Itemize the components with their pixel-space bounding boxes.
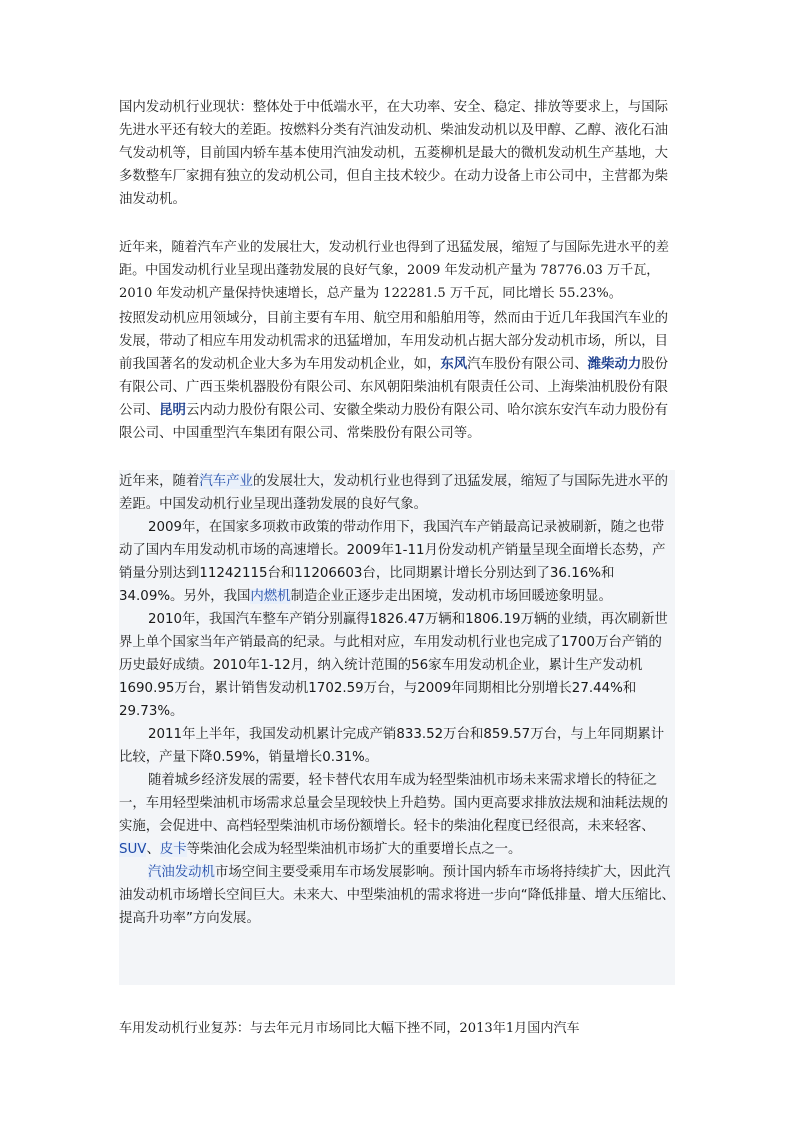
link-auto-industry[interactable]: 汽车产业 bbox=[199, 474, 253, 489]
paragraph-growth-overview bbox=[119, 236, 675, 305]
paragraph-text: 国内发动机行业现状：整体处于中低端水平，在大功率、安全、稳定、排放等要求上，与国际先进水平还有较大的差距。按燃料分类有汽油发动机、柴油发动机以及甲醇、乙醇、液化石油气发动机等，目前国内轿车基本使用汽油发动机，五菱柳机是最大的微机发动机生产基地，大多数整车厂家拥有独立的发动机公司，但自主技术较少。在动力设备上市公司中，主营都为柴油发动机。 bbox=[119, 100, 669, 207]
paragraph-application-fields bbox=[119, 307, 675, 445]
text-run: 按照发动机应用领域分，目前主要有车用、航空用和船舶用等，然而由于近几年我国汽车业的发展，带动了相应车用发动机需求的迅猛增加，车用发动机占据大部分发动机市场，所以，目前我国著名的发动机企业大多为车用发动机企业，如， bbox=[119, 311, 669, 372]
paragraph-light-diesel bbox=[119, 769, 675, 861]
text-run: 股份有限公司、广西玉柴机器股份有限公司、东风朝阳柴油机有限责任公司、上海柴油机股份有限公司、 bbox=[119, 357, 669, 418]
text-run: 市场空间主要受乘用车市场发展影响。预计国内轿车市场将持续扩大，因此汽油发动机市场增长空间巨大。未来大、中型柴油机的需求将进一步向“降低排量、增大压缩比、提高升功率”方向发展。 bbox=[119, 865, 675, 926]
text-run: 汽车股份有限公司、 bbox=[467, 357, 588, 372]
link-pickup[interactable]: 皮卡 bbox=[159, 842, 187, 857]
paragraph-text: 车用发动机行业复苏：与去年元月市场同比大幅下挫不同，2013年1月国内汽车 bbox=[119, 1021, 580, 1036]
text-run: 等柴油化会成为轻型柴油机市场扩大的重要增长点之一。 bbox=[186, 842, 522, 857]
paragraph-2009 bbox=[119, 516, 675, 608]
paragraph-2010: 2010年，我国汽车整车产销分别赢得1826.47万辆和1806.19万辆的业绩，再次刷新世界上单个国家当年产销最高的纪录。与此相对应，车用发动机行业也完成了1700万台产销的历史最好成绩。2010年1-12月，纳入统计范围的56家车用发动机企业，累计生产发动机1690.95万台，累计销售发动机1702.59万台，与2009年同期相比分别增长27.44%和29.73%。 bbox=[119, 612, 668, 719]
text-run: 随着城乡经济发展的需要，轻卡替代农用车成为轻型柴油机市场未来需求增长的特征之一，车用轻型柴油机市场需求总量会呈现较快上升趋势。国内更高要求排放法规和油耗法规的实施，会促进中、高档轻型柴油机市场份额增长。轻卡的柴油化程度已经很高，未来轻客、 bbox=[119, 773, 669, 834]
link-gasoline-engine[interactable]: 汽油发动机 bbox=[148, 865, 215, 880]
link-suv[interactable]: SUV bbox=[119, 842, 147, 857]
text-run: 近年来，随着 bbox=[119, 474, 200, 489]
paragraph-recovery bbox=[119, 1017, 675, 1040]
article-excerpt-block bbox=[119, 470, 675, 985]
text-run: 云内动力股份有限公司、安徽全柴动力股份有限公司、哈尔滨东安汽车动力股份有限公司、中国重型汽车集团有限公司、常柴股份有限公司等。 bbox=[119, 403, 669, 441]
link-internal-combustion[interactable]: 内燃机 bbox=[250, 589, 291, 604]
link-dongfeng[interactable]: 东风 bbox=[440, 357, 468, 372]
text-run: 2009年，在国家多项救市政策的带动作用下，我国汽车产销最高记录被刷新，随之也带动了国内车用发动机市场的高速增长。2009年1-11月份发动机产销量呈现全面增长态势，产销量分别达到11242115台和11206603台，比同期累计增长分别达到了36.16%和34.09%。另外，我国 bbox=[119, 520, 666, 604]
paragraph-text: 近年来，随着汽车产业的发展壮大，发动机行业也得到了迅猛发展，缩短了与国际先进水平的差距。中国发动机行业呈现出蓬勃发展的良好气象，2009 年发动机产量为 78776.03 万千瓦，2010 年发动机产量保持快速增长，总产量为 122281.5 万千瓦，同比增长 55.23%。 bbox=[119, 240, 669, 301]
paragraph-recent-years bbox=[119, 470, 675, 516]
paragraph-industry-status bbox=[119, 96, 675, 211]
paragraph-gasoline-engine bbox=[119, 861, 675, 930]
text-run: 制造企业正逐步走出困境，发动机市场回暖迹象明显。 bbox=[290, 589, 612, 604]
paragraph-text bbox=[119, 307, 675, 445]
link-weichai[interactable]: 潍柴动力 bbox=[587, 357, 642, 372]
text-run: 、 bbox=[146, 842, 160, 857]
paragraph-2011: 2011年上半年，我国发动机累计完成产销833.52万台和859.57万台，与上年同期累计比较，产量下降0.59%，销量增长0.31%。 bbox=[119, 727, 665, 765]
link-kunming[interactable]: 昆明 bbox=[159, 403, 186, 418]
text-run: 的发展壮大，发动机行业也得到了迅猛发展，缩短了与国际先进水平的差距。中国发动机行业呈现出蓬勃发展的良好气象。 bbox=[119, 474, 669, 512]
